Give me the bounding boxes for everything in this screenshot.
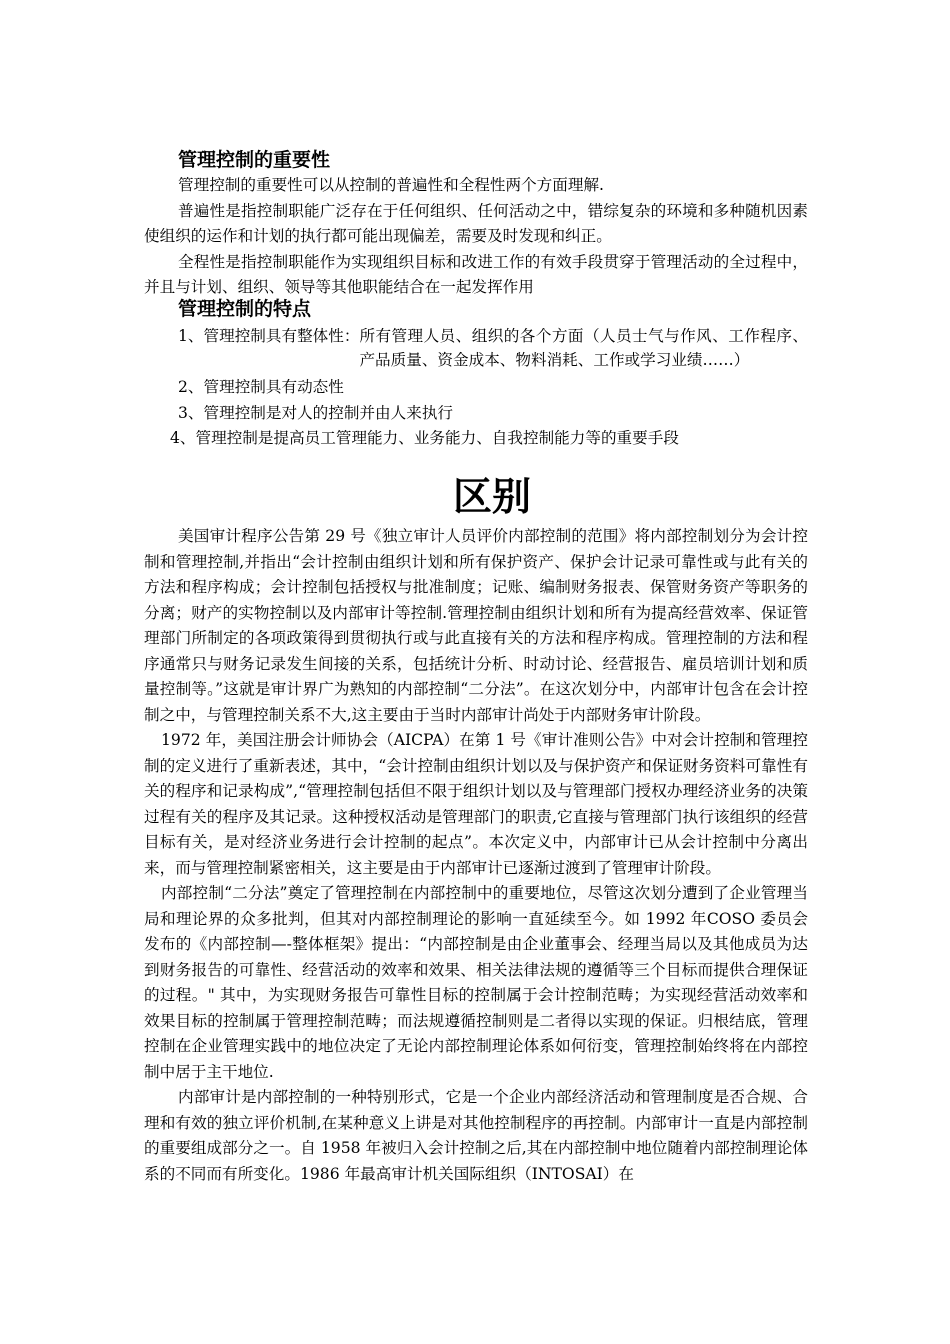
paragraph: 美国审计程序公告第 29 号《独立审计人员评价内部控制的范围》将内部控制划分为会计控制和管理控制,并指出“会计控制由组织计划和所有保护资产、保护会计记录可靠性或与此有关的方法和程序构成；会计控制包括授权与批准制度；记账、编制财务报表、保管财务资产等职务的分离；财产的实物控制以及内部审计等控制.管理控制由组织计划和所有为提高经营效率、保证管理部门所制定的各项政策得到贯彻执行或与此直接有关的方法和程序构成。管理控制的方法和程序通常只与财务记录发生间接的关系，包括统计分析、时动讨论、经营报告、雇员培训计划和质量控制等。”这就是审计界广为熟知的内部控制“二分法”。在这次划分中，内部审计包含在会计控制之中，与管理控制关系不大,这主要由于当时内部审计尚处于内部财务审计阶段。 <box>144 527 808 724</box>
feature-item-3: 3、管理控制是对人的控制并由人来执行 <box>178 403 454 422</box>
paragraph: 管理控制的重要性可以从控制的普遍性和全程性两个方面理解. <box>178 176 604 194</box>
section-features <box>144 296 808 452</box>
section-difference <box>144 472 808 1187</box>
section-title: 管理控制的重要性 <box>178 149 331 171</box>
feature-item-4: 4、管理控制是提高员工管理能力、业务能力、自我控制能力等的重要手段 <box>170 429 679 447</box>
feature-value: 所有管理人员、组织的各个方面（人员士气与作风、工作程序、产品质量、资金成本、物料消耗、工作或学习业绩……） <box>359 327 808 369</box>
paragraph: 内部控制“二分法”奠定了管理控制在内部控制中的重要地位，尽管这次划分遭到了企业管理当局和理论界的众多批判，但其对内部控制理论的影响一直延续至今。如 1992 年COSO 委员会发布的《内部控制—-整体框架》提出：“内部控制是由企业董事会、经理当局以及其他成员为达到财务报告的可靠性、经营活动的效率和效果、相关法律法规的遵循等三个目标而提供合理保证的过程。" 其中，为实现财务报告可靠性目标的控制属于会计控制范畴；为实现经营活动效率和效果目标的控制属于管理控制范畴；而法规遵循控制则是二者得以实现的保证。归根结底，管理控制在企业管理实践中的地位决定了无论内部控制理论体系如何衍变，管理控制始终将在内部控制中居于主干地位. <box>144 884 808 1081</box>
paragraph: 全程性是指控制职能作为实现组织目标和改进工作的有效手段贯穿于管理活动的全过程中，并且与计划、组织、领导等其他职能结合在一起发挥作用 <box>144 252 808 296</box>
feature-item-2: 2、管理控制具有动态性 <box>178 378 344 396</box>
section-importance <box>144 147 808 301</box>
section-title: 区别 <box>452 475 531 520</box>
feature-item-1 <box>144 324 808 372</box>
paragraph: 普遍性是指控制职能广泛存在于任何组织、任何活动之中，错综复杂的环境和多种随机因素使组织的运作和计划的执行都可能出现偏差，需要及时发现和纠正。 <box>144 201 808 245</box>
feature-label: 1、管理控制具有整体性： <box>178 327 360 345</box>
paragraph: 1972 年，美国注册会计师协会（AICPA）在第 1 号《审计准则公告》中对会计控制和管理控制的定义进行了重新表述，其中，“会计控制由组织计划以及与保护资产和保证财务资料可靠性有关的程序和记录构成”,“管理控制包括但不限于组织计划以及与管理部门授权办理经济业务的决策过程有关的程序及其记录。这种授权活动是管理部门的职责,它直接与管理部门执行该组织的经营目标有关，是对经济业务进行会计控制的起点”。本次定义中，内部审计已从会计控制中分离出来，而与管理控制紧密相关，这主要是由于内部审计已逐渐过渡到了管理审计阶段。 <box>144 731 808 877</box>
paragraph: 内部审计是内部控制的一种特别形式，它是一个企业内部经济活动和管理制度是否合规、合理和有效的独立评价机制,在某种意义上讲是对其他控制程序的再控制。内部审计一直是内部控制的重要组成部分之一。自 1958 年被归入会计控制之后,其在内部控制中地位随着内部控制理论体系的不同而有所变化。1986 年最高审计机关国际组织（INTOSAI）在 <box>144 1088 808 1183</box>
section-title: 管理控制的特点 <box>178 298 312 320</box>
